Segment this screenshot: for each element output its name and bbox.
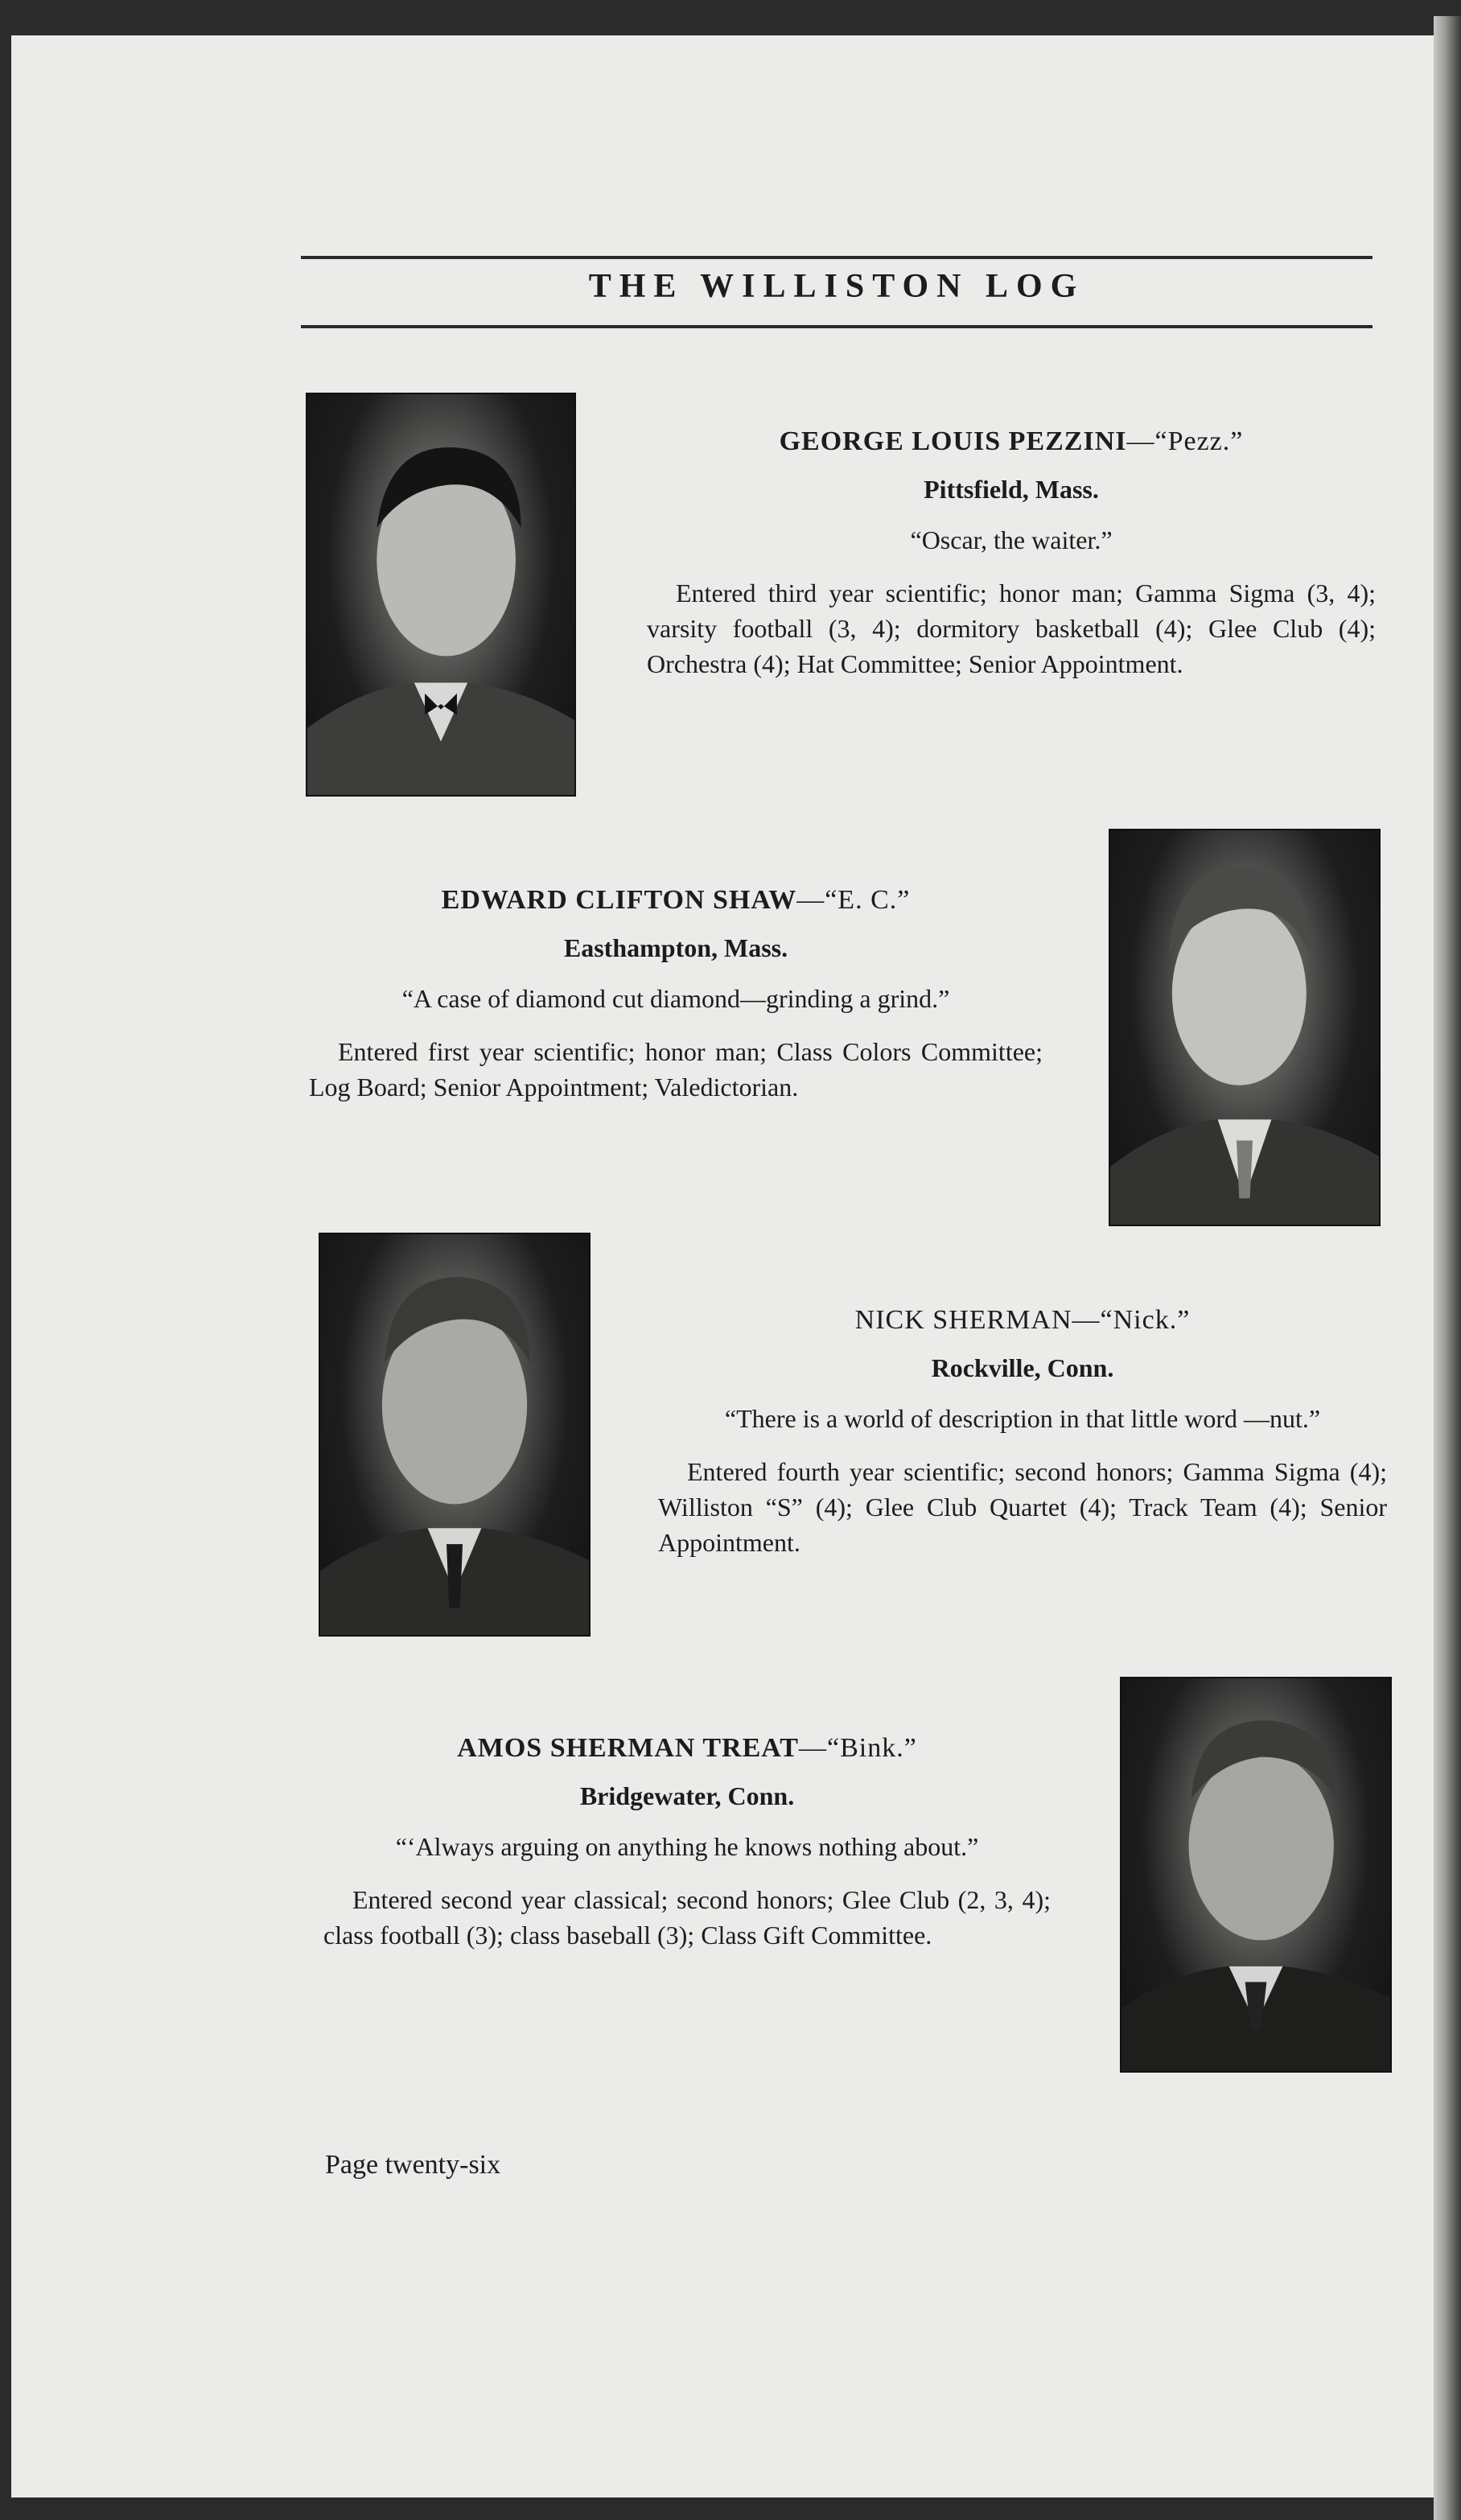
page-number-label: Page twenty-six: [325, 2150, 501, 2180]
student-description: Entered second year classical; second honors; Glee Club (2, 3, 4); class football (3); class baseball (3); Class Gift Committee.: [323, 1885, 1051, 1950]
student-name: [323, 1733, 1051, 1764]
student-name-text: GEORGE LOUIS PEZZINI: [779, 426, 1127, 456]
student-nickname: —“Bink.”: [798, 1733, 917, 1763]
student-quote: “There is a world of description in that little word —nut.”: [724, 1404, 1321, 1433]
book-spine-edge: [1434, 16, 1461, 2520]
portrait-photo-pezzini: [306, 393, 576, 797]
entry-pezzini: [647, 426, 1376, 681]
entry-treat: [323, 1733, 1051, 1953]
student-description: Entered third year scientific; honor man; Gamma Sigma (3, 4); varsity football (3, 4); dormitory basketball (4); Glee Club (4); Orchestra (4); Hat Committee; Senior Appointment.: [647, 579, 1376, 678]
entry-shaw: [309, 885, 1043, 1105]
student-description: Entered fourth year scientific; second honors; Gamma Sigma (4); Williston “S” (4); Glee Club Quartet (4); Track Team (4); Senior Appointment.: [658, 1457, 1387, 1557]
student-name-text: EDWARD CLIFTON SHAW: [441, 885, 797, 915]
student-nickname: —“E. C.”: [796, 885, 911, 915]
portrait-photo-treat: [1120, 1677, 1392, 2073]
student-name: [658, 1305, 1387, 1336]
yearbook-page: [11, 35, 1434, 2497]
student-quote: “Oscar, the waiter.”: [910, 525, 1113, 554]
entry-sherman: [658, 1305, 1387, 1560]
header-rule-top: [301, 256, 1373, 259]
student-hometown: Pittsfield, Mass.: [924, 475, 1099, 504]
student-name: [309, 885, 1043, 916]
portrait-photo-shaw: [1109, 829, 1381, 1226]
student-hometown: Rockville, Conn.: [931, 1353, 1114, 1382]
student-nickname: —“Nick.”: [1072, 1305, 1191, 1335]
student-name-text: NICK SHERMAN: [854, 1305, 1072, 1335]
header-rule-bottom: [301, 325, 1373, 328]
student-quote: “A case of diamond cut diamond—grinding a grind.”: [401, 984, 950, 1013]
student-name: [647, 426, 1376, 457]
student-quote: “‘Always arguing on anything he knows nothing about.”: [395, 1832, 979, 1861]
student-hometown: Bridgewater, Conn.: [579, 1781, 795, 1810]
student-hometown: Easthampton, Mass.: [563, 933, 788, 962]
student-name-text: AMOS SHERMAN TREAT: [457, 1733, 799, 1763]
portrait-photo-sherman: [319, 1233, 591, 1637]
page-header-title: THE WILLISTON LOG: [588, 268, 1085, 305]
student-nickname: —“Pezz.”: [1126, 426, 1244, 456]
student-description: Entered first year scientific; honor man; Class Colors Committee; Log Board; Senior Appointment; Valedictorian.: [309, 1037, 1043, 1101]
